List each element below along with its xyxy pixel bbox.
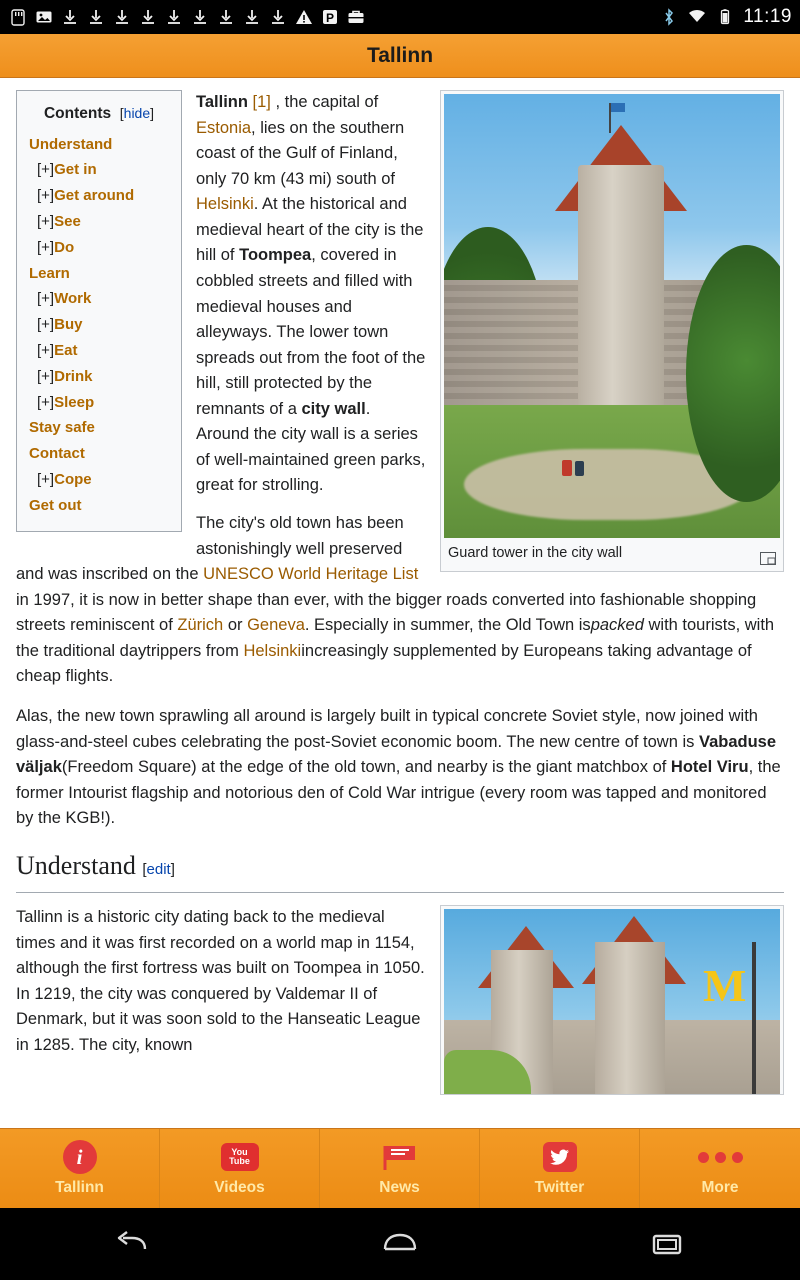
toc-link[interactable]: Do <box>54 238 75 256</box>
toc-item-contact[interactable] <box>29 441 169 467</box>
figure-caption <box>444 538 780 571</box>
more-dots-icon <box>698 1140 743 1174</box>
p2-text-4: . Especially in summer, the Old Town is <box>304 616 591 635</box>
toc-link[interactable]: Work <box>54 290 92 308</box>
toc-expand-toggle[interactable]: [+] <box>37 187 55 205</box>
article-subject: Tallinn <box>196 93 248 111</box>
p3-text-1: Alas, the new town sprawling all around is largely built in typical concrete Soviet style, now joined with glass-and-steel cubes celebrating the post-Soviet economic boom. The new centre of town is <box>16 706 758 751</box>
link-helsinki[interactable]: Helsinki <box>196 195 254 214</box>
status-bar-left-icons <box>8 7 659 27</box>
parking-icon <box>320 7 340 27</box>
title-bar <box>0 34 800 78</box>
toolbar-label: News <box>379 1179 420 1196</box>
system-navigation-bar <box>0 1208 800 1280</box>
lead-text-4: , covered in cobbled streets and filled with medieval houses and alleyways. The lower town spreads out from the foot of the hill, still protected by the remnants of a <box>196 246 426 418</box>
toc-item-get-in[interactable] <box>29 157 169 183</box>
link-unesco[interactable]: UNESCO World Heritage List <box>203 565 419 584</box>
toolbar-label: Videos <box>214 1179 265 1196</box>
toc-item-drink[interactable] <box>29 364 169 390</box>
toc-expand-toggle[interactable]: [+] <box>37 393 55 411</box>
old-town-photo: M <box>444 909 780 1094</box>
download-icon <box>164 7 184 27</box>
link-zurich[interactable]: Zürich <box>177 616 224 635</box>
bottom-toolbar <box>0 1128 800 1208</box>
home-button[interactable] <box>365 1220 435 1268</box>
toc-item-buy[interactable] <box>29 312 169 338</box>
p2-text-1: The city's old town has been astonishingly well preserved and was inscribed on the <box>16 514 404 584</box>
lead-text-2: , lies on the southern coast of the Gulf of Finland, only 70 km (43 mi) south of <box>196 118 405 188</box>
svg-text:P: P <box>325 11 335 25</box>
edit-section-link[interactable]: [edit] <box>142 860 175 878</box>
toc-expand-toggle[interactable]: [+] <box>37 367 55 385</box>
lead-text-3: . At the historical and medieval heart of the city is the hill of <box>196 195 424 265</box>
magnify-icon[interactable] <box>760 552 776 565</box>
toc-heading <box>29 101 169 128</box>
article-content[interactable] <box>0 78 800 1128</box>
toc-link[interactable]: Get in <box>54 161 97 179</box>
edit-link[interactable]: edit <box>146 860 171 878</box>
info-icon: i <box>63 1140 97 1174</box>
status-bar <box>0 0 800 34</box>
toc-link[interactable]: Eat <box>54 342 78 360</box>
toolbar-item-more[interactable] <box>640 1129 800 1208</box>
wifi-icon <box>687 7 707 27</box>
link-geneva[interactable]: Geneva <box>247 616 305 635</box>
toc-item-get-out[interactable] <box>29 493 169 519</box>
p2-text-5: with tourists, with the traditional daytrippers from <box>16 616 775 660</box>
toc-link[interactable]: Get around <box>54 187 135 205</box>
figure-caption-text: Guard tower in the city wall <box>448 545 623 561</box>
briefcase-icon <box>346 7 366 27</box>
figure-old-town-towers[interactable] <box>440 905 784 1095</box>
toc-expand-toggle[interactable]: [+] <box>37 316 55 334</box>
twitter-icon <box>543 1140 577 1174</box>
lead-text-5: . Around the city wall is a series of well-maintained green parks, great for strolling. <box>196 399 426 495</box>
download-icon <box>242 7 262 27</box>
toc-link[interactable]: Cope <box>54 471 92 489</box>
recents-button[interactable] <box>632 1220 702 1268</box>
toc-expand-toggle[interactable]: [+] <box>37 471 55 489</box>
toc-link[interactable]: Drink <box>54 367 93 385</box>
p3-text-3: , the former Intourist flagship and notorious den of Cold War intrigue (every room was tapped and monitored by the KGB!). <box>16 758 781 828</box>
toc-link[interactable]: Get out <box>29 496 82 514</box>
warning-icon <box>294 7 314 27</box>
toolbar-item-tallinn[interactable] <box>0 1129 160 1208</box>
toc-item-eat[interactable] <box>29 338 169 364</box>
toolbar-label: Tallinn <box>55 1179 104 1196</box>
news-flag-icon <box>381 1140 419 1174</box>
toc-link[interactable]: Learn <box>29 264 70 282</box>
toc-item-cope[interactable] <box>29 467 169 493</box>
download-icon <box>86 7 106 27</box>
toc-expand-toggle[interactable]: [+] <box>37 342 55 360</box>
bold-city-wall: city wall <box>301 399 366 418</box>
download-icon <box>216 7 236 27</box>
bluetooth-icon <box>659 7 679 27</box>
reference-link[interactable]: [1] <box>252 93 271 111</box>
toc-item-see[interactable] <box>29 209 169 235</box>
guard-tower-photo <box>444 94 780 538</box>
page-title: Tallinn <box>366 43 434 67</box>
paragraph-understand: Tallinn is a historic city dating back to the medieval times and it was first recorded on a world map in 1154, although the first fortress was built on Toompea in 1050. In 1219, the city was conquered by Valdemar II of Denmark, but it was soon sold to the Hanseatic League in 1285. The city, known <box>16 908 425 1054</box>
link-estonia[interactable]: Estonia <box>196 118 252 137</box>
download-icon <box>112 7 132 27</box>
bold-toompea: Toompea <box>239 246 312 265</box>
download-icon <box>190 7 210 27</box>
toc-link[interactable]: Sleep <box>54 393 95 411</box>
link-helsinki-2[interactable]: Helsinki <box>243 641 302 660</box>
italic-packed: packed <box>590 616 644 635</box>
p3-text-2: (Freedom Square) at the edge of the old town, and nearby is the giant matchbox of <box>61 758 671 777</box>
toc-title: Contents <box>43 105 112 122</box>
p2-text-3: or <box>223 616 248 635</box>
back-button[interactable] <box>98 1220 168 1268</box>
status-clock: 11:19 <box>743 6 792 27</box>
toolbar-label: More <box>701 1179 739 1196</box>
toolbar-item-news[interactable] <box>320 1129 480 1208</box>
toc-item-stay-safe[interactable] <box>29 415 169 441</box>
youtube-icon: You Tube <box>221 1140 259 1174</box>
table-of-contents <box>16 90 182 532</box>
toc-expand-toggle[interactable]: [+] <box>37 238 55 256</box>
toc-item-understand[interactable] <box>29 132 169 158</box>
toc-expand-toggle[interactable]: [+] <box>37 213 55 231</box>
toolbar-label: Twitter <box>534 1179 585 1196</box>
toolbar-item-twitter[interactable] <box>480 1129 640 1208</box>
toc-item-work[interactable] <box>29 286 169 312</box>
toc-link[interactable]: See <box>54 213 81 231</box>
p2-text-6: increasingly supplemented by Europeans taking advantage of cheap flights. <box>16 641 752 686</box>
toc-link[interactable]: Contact <box>29 445 85 463</box>
bold-hotel-viru: Hotel Viru <box>670 758 749 777</box>
toc-link[interactable]: Buy <box>54 316 83 334</box>
toc-item-do[interactable] <box>29 235 169 261</box>
p2-text-2: in 1997, it is now in better shape than ever, with the bigger roads converted into fashionable shopping streets reminiscent of <box>16 590 757 635</box>
toc-expand-toggle[interactable]: [+] <box>37 161 55 179</box>
toolbar-item-videos[interactable] <box>160 1129 320 1208</box>
sd-card-icon <box>8 7 28 27</box>
toc-link[interactable]: Stay safe <box>29 419 95 437</box>
paragraph-newtown <box>16 704 784 832</box>
battery-icon <box>715 7 735 27</box>
toc-list <box>29 132 169 519</box>
download-icon <box>60 7 80 27</box>
toc-item-learn[interactable] <box>29 261 169 287</box>
toc-expand-toggle[interactable]: [+] <box>37 290 55 308</box>
image-icon <box>34 7 54 27</box>
download-icon <box>268 7 288 27</box>
lead-text-1: , the capital of <box>275 93 379 111</box>
toc-item-get-around[interactable] <box>29 183 169 209</box>
figure-guard-tower[interactable] <box>440 90 784 572</box>
bold-vabaduse: Vabaduse väljak <box>16 732 777 777</box>
status-bar-right-icons <box>659 6 792 28</box>
toc-link[interactable]: Understand <box>29 135 113 153</box>
section-heading-understand <box>16 846 784 893</box>
toc-hide-link[interactable]: hide <box>123 105 151 121</box>
section-title: Understand <box>16 850 136 880</box>
toc-item-sleep[interactable] <box>29 390 169 416</box>
toc-hide-toggle[interactable]: [hide] <box>119 105 155 121</box>
download-icon <box>138 7 158 27</box>
